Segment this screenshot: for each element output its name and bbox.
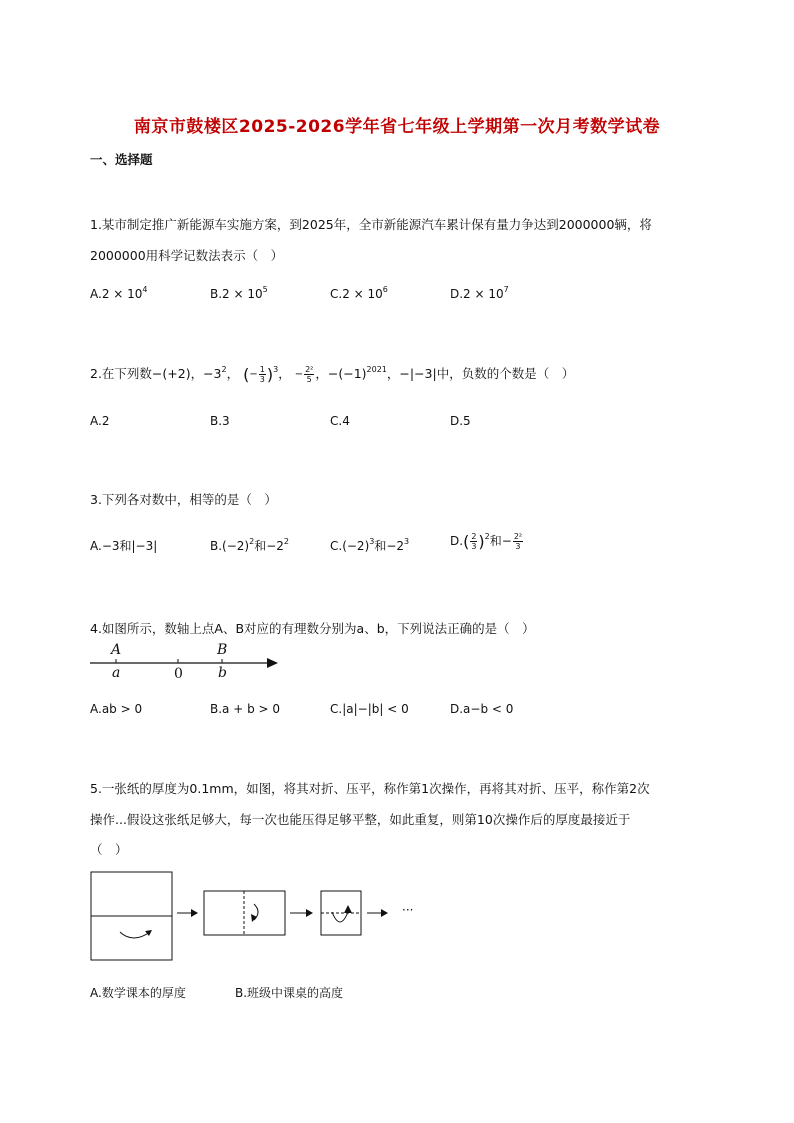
q3-option-d[interactable]: D.( $\frac{2}{3}$ )$^2$和− $\frac{\text{2²}}{3}$ — [450, 532, 523, 551]
q2-option-b[interactable]: B.3 — [210, 414, 230, 428]
q5-option-b[interactable]: B.班级中课桌的高度 — [235, 986, 344, 1000]
q2-stem: 2.在下列数−(+2)，$-3^2$， (− $\frac{1}{3}$ )$^3$， − $\frac{\text{2²}}{5}$ ，$-(-1)^{2021}$，−|−3|中，负数的个数是（ ） — [90, 365, 575, 384]
exam-title: 南京市鼓楼区2025-2026学年省七年级上学期第一次月考数学试卷 — [133, 117, 661, 137]
q3-option-b[interactable]: $B.(-2)^2$和$-2^2$ — [210, 537, 289, 553]
q2-option-d[interactable]: D.5 — [450, 414, 471, 428]
q1-option-a[interactable]: $A.2 \times 10^4$ — [90, 285, 148, 301]
value-b-label: b — [218, 665, 227, 681]
q5-stem-line1: 5.一张纸的厚度为0.1mm，如图，将其对折、压平，称作第1次操作，再将其对折、压平，称作第2次 — [90, 781, 650, 796]
q3-stem: 3.下列各对数中，相等的是（ ） — [90, 492, 277, 507]
q1-stem-line2: 2000000用科学记数法表示（ ） — [90, 248, 284, 263]
section-heading: 一、选择题 — [90, 152, 153, 167]
q5-stem-line2: 操作...假设这张纸足够大，每一次也能压得足够平整，如此重复，则第10次操作后的厚度最接近于 — [90, 812, 631, 827]
q3-option-c[interactable]: $C.(-2)^3$和$-2^3$ — [330, 537, 410, 553]
q2-option-c[interactable]: C.4 — [330, 414, 350, 428]
q5-option-a[interactable]: A.数学课本的厚度 — [90, 986, 186, 1000]
q1-option-c[interactable]: $C.2 \times 10^6$ — [330, 285, 388, 301]
point-b-label: B — [217, 642, 228, 658]
q4-option-c[interactable]: C.|a|−|b| < 0 — [330, 702, 409, 716]
q1-stem-line1: 1.某市制定推广新能源车实施方案，到2025年，全市新能源汽车累计保有量力争达到2000000辆，将 — [90, 217, 652, 232]
q5-stem-line3: （ ） — [90, 842, 128, 857]
q4-option-a[interactable]: A.ab > 0 — [90, 702, 143, 716]
zero-label: 0 — [174, 666, 183, 682]
q1-option-b[interactable]: $B.2 \times 10^5$ — [210, 285, 268, 301]
q4-stem: 4.如图所示，数轴上点A、B对应的有理数分别为a、b，下列说法正确的是（ ） — [90, 621, 535, 636]
q4-option-d[interactable]: D.a−b < 0 — [450, 702, 514, 716]
ellipsis: ··· — [402, 903, 414, 917]
point-a-label: A — [111, 642, 122, 658]
q1-option-d[interactable]: $D.2 \times 10^7$ — [450, 285, 509, 301]
q3-option-a[interactable]: A.−3和|−3| — [90, 539, 158, 553]
q2-option-a[interactable]: A.2 — [90, 414, 110, 428]
q4-option-b[interactable]: B.a + b > 0 — [210, 702, 281, 716]
value-a-label: a — [112, 665, 121, 681]
